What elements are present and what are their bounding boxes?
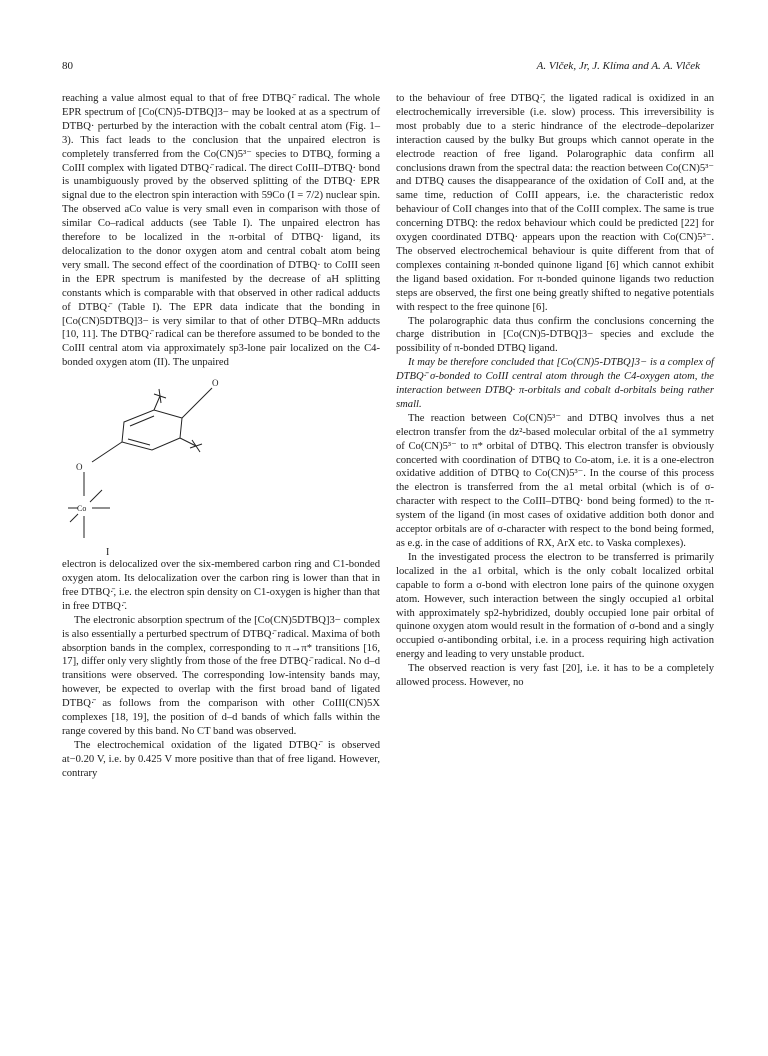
ring-inner-bond-1 — [130, 416, 154, 426]
top-oxygen-label: O — [212, 378, 219, 389]
tbu-cross-1b — [190, 444, 202, 448]
running-head: A. Vlček, Jr, J. Klíma and A. A. Vlček — [536, 60, 700, 72]
structure-figure-i — [62, 370, 380, 558]
figure-label: I — [106, 547, 110, 559]
cobalt-label: Co — [77, 504, 87, 514]
right-paragraph-1: to the behaviour of free DTBQ·̄, the ligated radical is oxidized in an electrochemically irreversible (i.e. slow) process. This irreversibility is most probably due to a steric hindrance of the electrode–depolarizer interaction caused by the bulky But groups which cannot operate in the electrode reaction of free ligand. Polarographic data confirm all conclusions drawn from the spectral data: the reaction between Co(CN)5³⁻ and DTBQ causes the disappearance of the oxidation of CoII and, at the same time, reduction of CoIII appears, i.e. the characteristic redox behaviour of CoII changes into that of the CoIII complex. The same is true concerning DTBQ: the redox behaviour which could be predicted [22] for oxygen coordinated DTBQ· appears upon the reaction with Co(CN)5³⁻. The observed electrochemical behaviour is quite different from that of complexes containing π-bonded quinone ligand [6] which cannot exhibit the ligand based oxidation. For π-bonded quinone ligands two reduction steps are observed, the first one being greatly shifted to negative potentials with respect to the free quinone [6]. — [396, 93, 714, 313]
left-paragraph-3: The electronic absorption spectrum of the [Co(CN)5DTBQ]3− complex is also essentially a perturbed spectrum of DTBQ·̄ radical. Maxima of both absorption bands in the complex, corresponding to π→π* transitions [16, 17], differ only very slightly from those of the free DTBQ·̄ radical. No d–d transitions were observed. The corresponding low-intensity bands may, however, be expected to overlap with the first broad band of ligated DTBQ·̄ as follows from the comparison with other CoIII(CN)5X complexes [18, 19], the position of d–d bands of which falls within the range covered by this band. No CT band was observed. — [62, 614, 380, 737]
quinone-ring — [122, 410, 182, 450]
page-number: 80 — [62, 60, 73, 72]
bottom-oxygen-label: O — [76, 462, 83, 473]
right-column — [396, 92, 714, 690]
ring-oxygen-bond — [92, 442, 122, 462]
right-paragraph-5: In the investigated process the electron to be transferred is primarily localized in the a1 orbital, which is the only cobalt localized orbital capable to form a σ-bond with electron lone pairs of the quinone oxygen atom. However, such interaction between the singly occupied a1 orbital with approximately sp2-hybridized, doubly occupied lone pair orbital of quinone oxygen atom would result in the formation of σ-bond and a singly occupied σ-antibonding orbital, i.e. in a process requiring high activation energy and leading to very unstable product. — [396, 551, 714, 661]
left-column — [62, 92, 380, 781]
left-paragraph-4: The electrochemical oxidation of the ligated DTBQ·̄ is observed at−0.20 V, i.e. by 0.425 V more positive than that of free ligand. However, contrary — [62, 739, 380, 779]
right-paragraph-3: It may be therefore concluded that [Co(CN)5-DTBQ]3− is a complex of DTBQ·̄ σ-bonded to CoIII central atom through the C4-oxygen atom, the interaction between DTBQ· π-orbitals and cobalt d-orbitals being rather small. — [396, 357, 714, 410]
right-paragraph-2: The polarographic data thus confirm the conclusions concerning the charge distribution in [Co(CN)5-DTBQ]3− species and exclude the possibility of π-bonded DTBQ ligand. — [396, 315, 714, 355]
structure-diagram — [62, 370, 380, 558]
tbu-bond-2 — [154, 396, 160, 410]
right-paragraph-6: The observed reaction is very fast [20], i.e. it has to be a completely allowed process. However, no — [396, 663, 714, 689]
left-paragraph-2: electron is delocalized over the six-membered carbon ring and C1-bonded oxygen atom. Its delocalization over the carbon ring is lower than that in free DTBQ·̄, i.e. the electron spin density on C1-oxygen is higher than that in free DTBQ·̄. — [62, 559, 380, 612]
co-ligand-up-right — [90, 490, 102, 502]
co-ligand-down-left — [70, 514, 78, 522]
left-paragraph-1: reaching a value almost equal to that of free DTBQ·̄ radical. The whole EPR spectrum of [Co(CN)5-DTBQ]3− may be looked at as a spectrum of DTBQ· perturbed by the interaction with the cobalt central atom (Fig. 1–3). This fact leads to the conclusion that the unpaired electron is completely transferred from the Co(CN)5³⁻ species to DTBQ, forming a CoIII complex with ligated DTBQ·̄ radical. The direct CoIII–DTBQ· bond is unambiguously proved by the observed splitting of the DTBQ· EPR signal due to the electron spin interaction with 59Co (I = 7/2) nuclear spin. The observed aCo value is very small even in comparison with those of similar Co–radical adducts (see Table I). The unpaired electron has therefore to be localized in the π-orbital of DTBQ· ligand, its delocalization to the donor oxygen atom and central cobalt atom being very small. The second effect of the coordination of DTBQ· to CoIII seen in the EPR spectrum is manifested by the decrease of aH splitting constants which is comparable with that observed in other radical adducts of DTBQ·̄ (Table I). The EPR data indicate that the bonding in [Co(CN)5DTBQ]3− is very similar to that of other DTBQ–MRn adducts [10, 11]. The DTBQ·̄ radical can be therefore assumed to be bonded to the CoIII central atom via approximately sp3-lone pair localized on the C4-bonded oxygen atom (II). The unpaired — [62, 93, 380, 369]
right-paragraph-4: The reaction between Co(CN)5³⁻ and DTBQ involves thus a net electron transfer from the dz²-based molecular orbital of the a1 symmetry of Co(CN)5³⁻ to π* orbital of DTBQ. This electron transfer is obviously concerted with coordination of DTBQ to Co-atom, i.e. it is a one-electron oxidative addition of DTBQ to Co(CN)5³⁻. In the course of this process the electron is transferred from the a1 metal orbital (which is of σ-character with respect to the CoIII–DTBQ· bond being formed) to the π-system of the ligand (in most cases of oxidative addition both donor and acceptor orbitals are of σ-character with respect to the bond being formed, as e.g. in the case of additions of RX, ArX etc. to Vaska complexes). — [396, 412, 714, 549]
top-carbonyl-bond — [182, 388, 212, 418]
